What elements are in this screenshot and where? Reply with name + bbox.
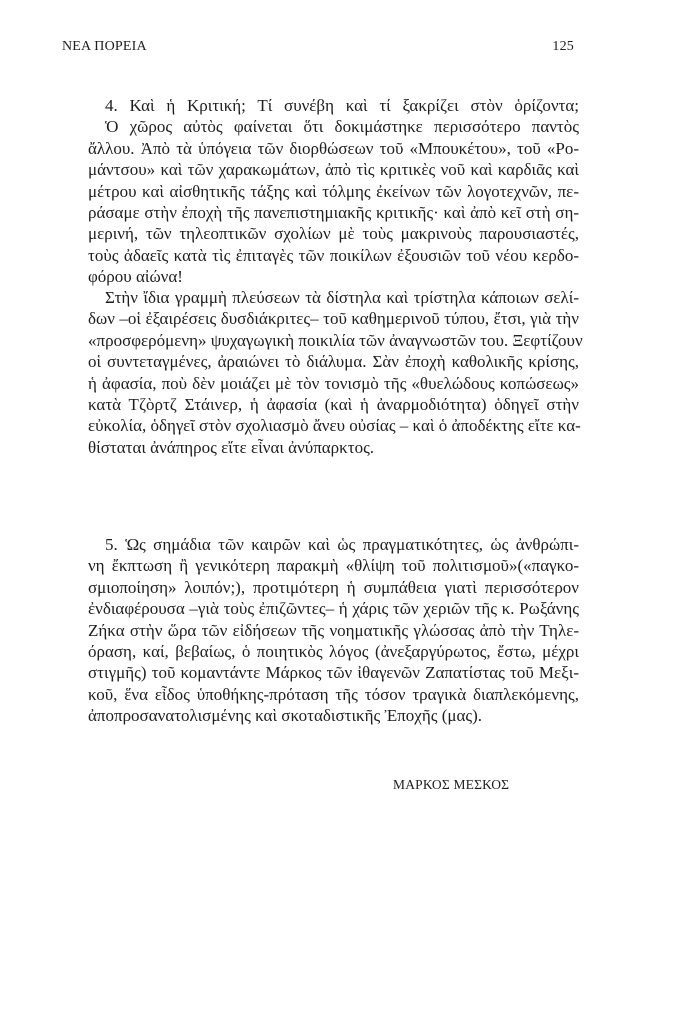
text-line: κατὰ Τζὸρτζ Στάινερ, ἡ ἀφασία (καὶ ἡ ἀναρμοδιότητα) ὁδηγεῖ στὴν [88, 395, 579, 415]
text-line: Στὴν ἴδια γραμμὴ πλεύσεων τὰ δίστηλα καὶ τρίστηλα κάποιων σελί- [105, 288, 579, 307]
text-line: ἄλλου. Ἀπὸ τὰ ὑπόγεια τῶν διορθώσεων τοῦ «Μπουκέτου», τοῦ «Ρο- [88, 138, 579, 158]
text-line: μάντσου» καὶ τῶν χαρακωμάτων, ἀπὸ τὶς κριτικὲς νοῦ καὶ καρδιᾶς καὶ [88, 160, 579, 180]
text-line: θίσταται ἀνάπηρος εἴτε εἶναι ἀνύπαρκτος. [88, 437, 375, 457]
text-line: μερινή, τῶν τηλεοπτικῶν σχολίων μὲ τοὺς μακρινοὺς παρουσιαστές, [88, 224, 579, 244]
text-line: κοῦ, ἕνα εἶδος ὑποθήκης-πρόταση τῆς τόσον τραγικὰ διαπλεκόμενης, [88, 684, 579, 704]
text-line: σμιοποίηση» λοιπόν;), προτιμότερη ἡ συμπάθεια γιατὶ περισσότερον [88, 577, 579, 597]
author-signature: ΜΑΡΚΟΣ ΜΕΣΚΟΣ [393, 777, 510, 792]
text-line: εὐκολία, ὁδηγεῖ στὸν σχολιασμὸ ἄνευ οὐσίας – καὶ ὁ ἀποδέκτης εἴτε κα- [88, 416, 581, 436]
text-line: ἡ ἀφασία, ποὺ δὲν μοιάζει μὲ τὸν τονισμὸ τῆς «θυελώδους κοπώσεως» [88, 373, 579, 393]
text-line: 5. Ὡς σημάδια τῶν καιρῶν καὶ ὡς πραγματικότητες, ὡς ἀνθρώπι- [105, 535, 579, 554]
text-line: δων –οἱ ἐξαιρέσεις δυσδιάκριτες– τοῦ καθημερινοῦ τύπου, ἔτσι, γιὰ τὴν [88, 309, 579, 329]
page-number: 125 [552, 39, 574, 54]
text-line: τοὺς ἀδαεῖς κατὰ τὶς ἐπιταγὲς τῶν ποικίλων ἐξουσιῶν τοῦ νέου κερδο- [88, 245, 579, 265]
text-line: ἐνδιαφέρουσα –γιὰ τοὺς ἐπιζῶντες– ἡ χάρις τῶν χεριῶν τῆς κ. Ρωξάνης [88, 599, 579, 619]
text-line: στιγμῆς) τοῦ κομαντάντε Μάρκος τῶν ἰθαγενῶν Ζαπατίστας τοῦ Μεξι- [88, 663, 579, 683]
paragraph-signs-of-times [88, 534, 579, 727]
text-line: Ὁ χῶρος αὐτὸς φαίνεται ὅτι δοκιμάστηκε περισσότερο παντὸς [105, 117, 579, 137]
text-line: οἱ συντεταγμένες, ἀραιώνει τὸ διάλυμα. Σὰν ἐποχὴ καθολικῆς κρίσης, [88, 352, 579, 372]
text-line: «προσφερόμενη» ψυχαγωγικὴ ποικιλία τῶν ἀναγνωστῶν του. Ξεφτίζουν [88, 330, 583, 350]
text-line: μέτρου καὶ αἰσθητικῆς τάξης καὶ τόλμης ἐκείνων τῶν λογοτεχνῶν, πε- [88, 181, 579, 201]
text-line: ἀποπροσανατολισμένης καὶ σκοταδιστικῆς Ἐποχῆς (μας). [88, 706, 483, 726]
paragraph-criticism [88, 95, 579, 288]
text-line: 4. Καὶ ἡ Κριτική; Τί συνέβη καὶ τί ξακρίζει στὸν ὁρίζοντα; [105, 96, 579, 115]
text-line: φόρου αἰώνα! [88, 267, 183, 287]
paragraph-press [88, 287, 583, 458]
text-line: ράσαμε στὴν ἐποχὴ τῆς πανεπιστημιακῆς κριτικῆς· καὶ ἀπὸ κεῖ στὴ ση- [88, 203, 579, 223]
running-title: ΝΕΑ ΠΟΡΕΙΑ [62, 39, 147, 54]
text-line: Ζήκα στὴν ὥρα τῶν εἰδήσεων τῆς νοηματικῆς γλώσσας ἀπὸ τὴν Τηλε- [88, 620, 579, 640]
text-line: όραση, καί, βεβαίως, ὁ ποιητικὸς λόγος (ἀνεξαργύρωτος, ἔστω, μέχρι [88, 642, 579, 662]
text-line: νη ἔκπτωση ἢ γενικότερη παρακμὴ «θλίψη τοῦ πολιτισμοῦ»(«παγκο- [88, 556, 579, 576]
